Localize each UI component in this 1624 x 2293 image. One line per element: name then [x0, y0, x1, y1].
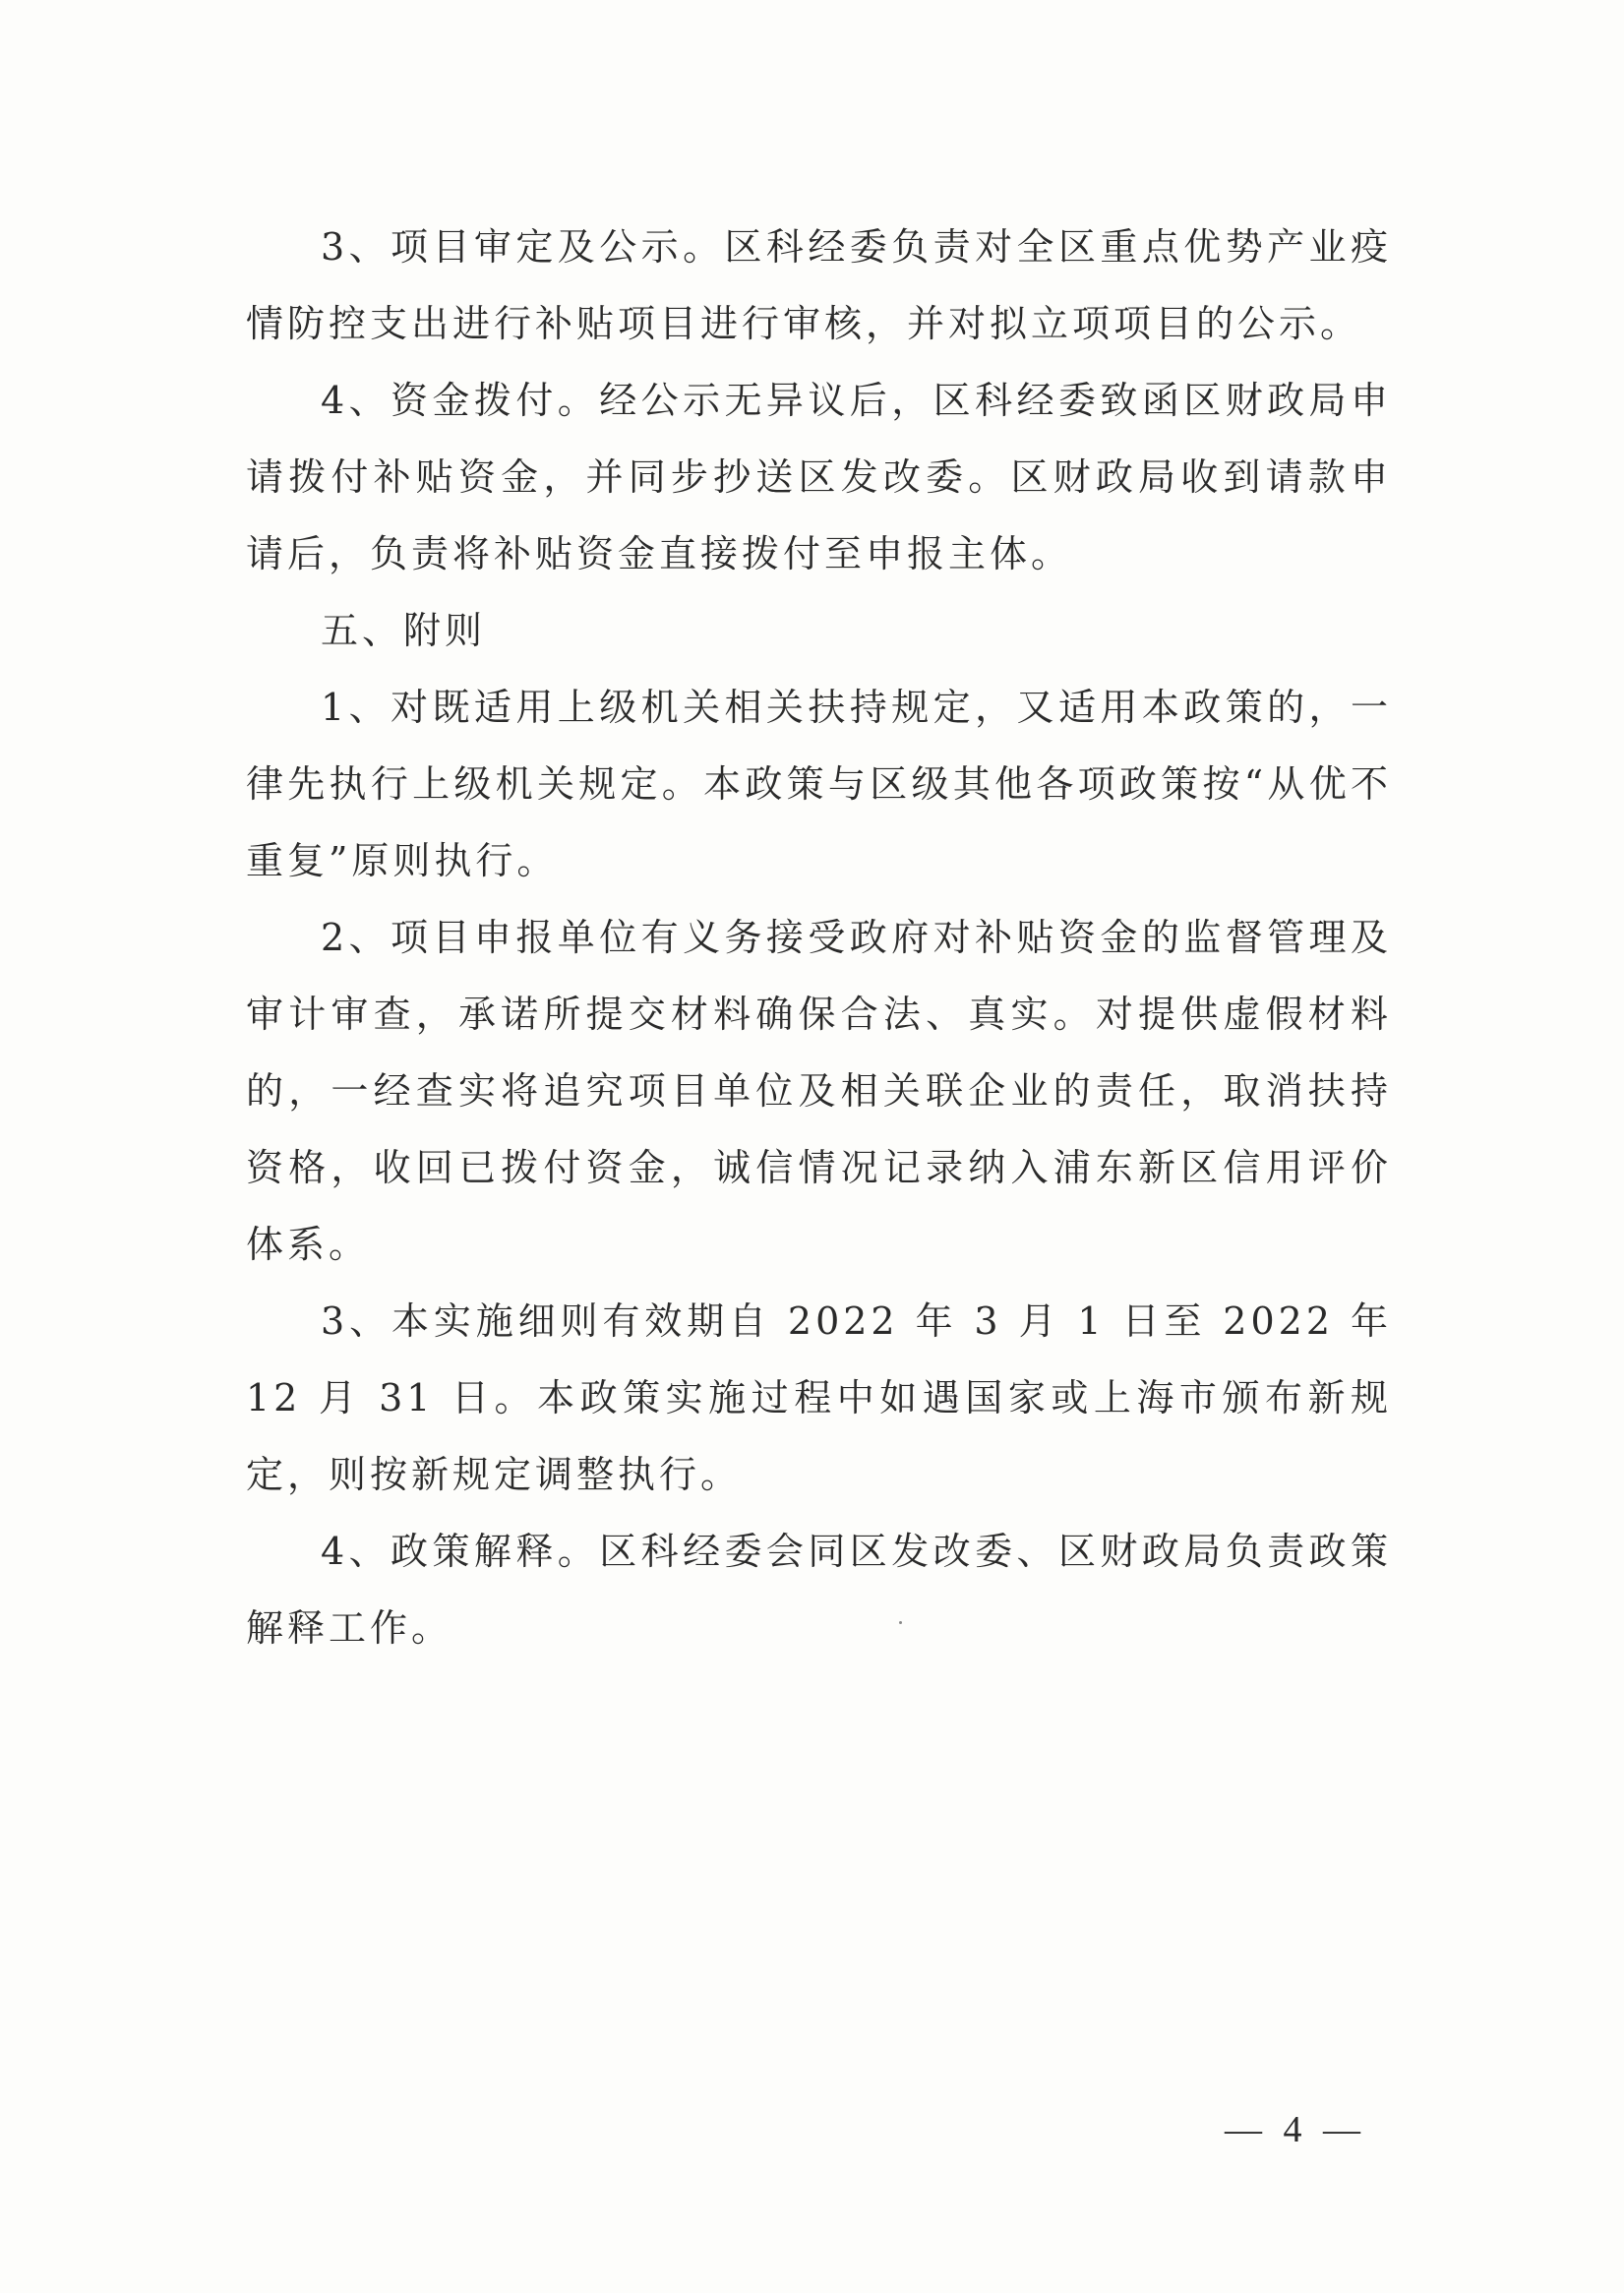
- section-heading-supplementary-provisions: 五、附则: [321, 609, 487, 652]
- paragraph-validity-period: 3、本实施细则有效期自 2022 年 3 月 1 日至 2022 年 12 月 31 日。本政策实施过程中如遇国家或上海市颁布新规定，则按新规定调整执行。: [246, 1299, 1392, 1496]
- paragraph-supervision: 2、项目申报单位有义务接受政府对补贴资金的监督管理及审计审查，承诺所提交材料确保合法、真实。对提供虚假材料的，一经查实将追究项目单位及相关联企业的责任，取消扶持资格，收回已拨付资金，诚信情况记录纳入浦东新区信用评价体系。: [246, 916, 1392, 1266]
- paragraph-policy-interpretation: 4、政策解释。区科经委会同区发改委、区财政局负责政策解释工作。: [246, 1530, 1392, 1650]
- scan-speck: [899, 1621, 902, 1624]
- paragraph-project-review: 3、项目审定及公示。区科经委负责对全区重点优势产业疫情防控支出进行补贴项目进行审核，并对拟立项项目的公示。: [246, 225, 1392, 345]
- document-body: [246, 209, 1392, 1666]
- page-number: — 4 —: [1225, 2109, 1366, 2150]
- paragraph-fund-disbursement: 4、资金拨付。经公示无异议后，区科经委致函区财政局申请拨付补贴资金，并同步抄送区发改委。区财政局收到请款申请后，负责将补贴资金直接拨付至申报主体。: [246, 379, 1392, 575]
- paragraph-applicable-rules: 1、对既适用上级机关相关扶持规定，又适用本政策的，一律先执行上级机关规定。本政策与区级其他各项政策按“从优不重复”原则执行。: [246, 686, 1392, 882]
